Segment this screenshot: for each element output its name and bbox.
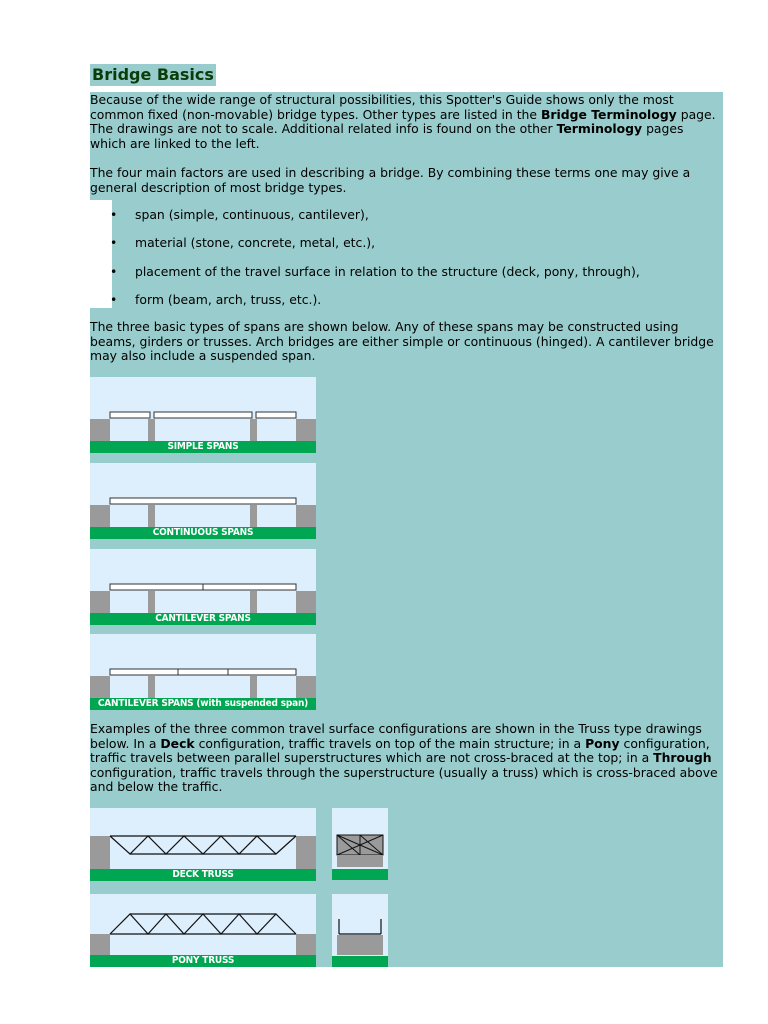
terminology-link[interactable]: Terminology	[556, 121, 643, 137]
list-item-text: placement of the travel surface in relation to the structure (deck, pony, through),	[135, 264, 640, 279]
cantilever-spans-label: CANTILEVER SPANS	[90, 613, 316, 625]
page-title: Bridge Basics	[92, 65, 214, 84]
bullet-icon: •	[110, 264, 118, 279]
pony-truss-label: PONY TRUSS	[90, 955, 316, 967]
pony-truss-diagram	[90, 894, 316, 967]
travel-surface-paragraph	[90, 722, 723, 795]
list-item-text: material (stone, concrete, metal, etc.),	[135, 235, 376, 250]
bridge-terminology-link[interactable]: Bridge Terminology	[540, 106, 677, 122]
suspended-span-label: CANTILEVER SPANS (with suspended span)	[90, 698, 316, 710]
deck-truss-label: DECK TRUSS	[90, 869, 316, 881]
suspended-span-diagram	[90, 634, 316, 710]
travel-text-2: configuration, traffic travels on top of the main structure; in a	[194, 735, 586, 751]
intro-text-3: pages which are linked to the left.	[90, 121, 684, 151]
intro-text-2: page. The drawings are not to scale. Additional related info is found on the other	[90, 106, 716, 137]
travel-text-4: configuration, traffic travels through the superstructure (usually a truss) which is cross-braced above and below the traffic.	[90, 764, 718, 795]
factors-paragraph: The four main factors are used in describing a bridge. By combining these terms one may give a general description of most bridge types.	[90, 165, 691, 195]
list-item-text: form (beam, arch, truss, etc.).	[135, 292, 322, 307]
bullet-icon: •	[110, 207, 118, 222]
bullet-icon: •	[110, 235, 118, 250]
pony-truss-section-band	[332, 956, 388, 967]
intro-paragraph	[90, 93, 723, 151]
list-gutter	[90, 200, 112, 308]
deck-truss-diagram	[90, 808, 316, 881]
pony-term: Pony	[585, 735, 620, 751]
bullet-icon: •	[110, 292, 118, 307]
list-item-text: span (simple, continuous, cantilever),	[135, 207, 369, 222]
cantilever-spans-diagram	[90, 549, 316, 625]
travel-text-3: configuration, traffic travels between parallel superstructures which are not cross-braced at the top; in a	[90, 735, 710, 766]
content-panel	[90, 92, 723, 967]
deck-term: Deck	[160, 735, 195, 751]
travel-text-1: Examples of the three common travel surface configurations are shown in the Truss type drawings below. In a	[90, 721, 702, 751]
deck-truss-section-band	[332, 869, 388, 880]
pony-truss-section	[332, 894, 388, 967]
simple-spans-diagram	[90, 377, 316, 453]
deck-truss-section	[332, 808, 388, 880]
through-term: Through	[653, 750, 712, 766]
spans-paragraph: The three basic types of spans are shown below. Any of these spans may be constructed using beams, girders or trusses. Arch bridges are either simple or continuous (hinged). A cantilever bridge may also include a suspended span.	[90, 319, 714, 364]
continuous-spans-diagram	[90, 463, 316, 539]
simple-spans-label: SIMPLE SPANS	[90, 441, 316, 453]
intro-text-1: Because of the wide range of structural possibilities, this Spotter's Guide shows only the most common fixed (non-movable) bridge types. Other types are listed in the	[90, 92, 674, 122]
continuous-spans-label: CONTINUOUS SPANS	[90, 527, 316, 539]
